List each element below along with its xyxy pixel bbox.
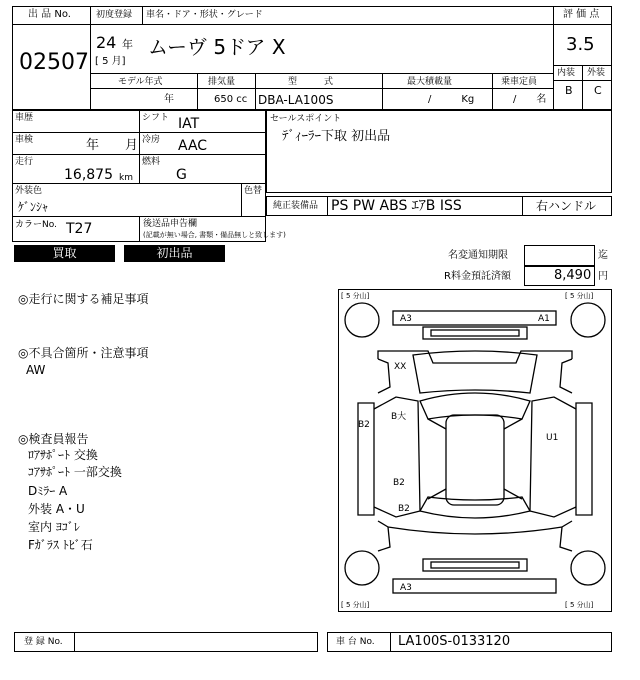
recycle-label: R料金預託済額: [444, 271, 511, 282]
exterior-label: 外装: [587, 68, 606, 78]
color-value: ｹﾞﾝｼｬ: [18, 200, 49, 214]
shift-label: シフト: [142, 113, 170, 123]
year-unit: 年: [122, 38, 133, 51]
mark-rear-bumper: A3: [400, 583, 412, 593]
color-label: 外装色: [15, 186, 43, 196]
color-no-value: T27: [66, 221, 93, 237]
tire-fr-circle: [571, 303, 605, 337]
mark-roof-rear: B2: [398, 504, 410, 514]
recycle-unit: 円: [598, 271, 608, 282]
defects-line: AW: [26, 363, 46, 377]
mark-front-bumper-right: A1: [538, 314, 550, 324]
interior-grade: B: [565, 84, 573, 97]
recycle-value: 8,490: [554, 268, 592, 283]
car-outline-diagram: [338, 289, 612, 612]
sales-point-value: ﾃﾞｨｰﾗｰ下取 初出品: [282, 129, 391, 144]
fuel-label: 燃料: [142, 157, 161, 167]
mark-left-front-door: B2: [358, 420, 370, 430]
lot-no: 02507: [19, 50, 89, 75]
equipment-value: PS PW ABS ｴｱB ISS: [331, 198, 462, 214]
car-name: ムーヴ 5ドア X: [148, 35, 286, 59]
car-name-label: 車名・ドア・形状・グレード: [146, 10, 263, 20]
score-label: 評 価 点: [563, 9, 600, 20]
inspection-label: 車検: [15, 135, 34, 145]
color-no-label: カラーNo.: [15, 220, 57, 230]
max-load-value: / Kg: [428, 94, 475, 105]
front-grille: [423, 327, 527, 339]
fuel-value: G: [176, 167, 187, 183]
first-reg-year: 24: [96, 33, 117, 52]
inspection-value: 年 月: [86, 138, 139, 153]
displacement-label: 排気量: [208, 77, 236, 87]
inspector-line: 室内 ﾖｺﾞﾚ: [28, 520, 80, 534]
inspector-line: Dﾐﾗｰ A: [28, 484, 68, 498]
type-value: DBA-LA100S: [258, 93, 334, 107]
mileage-unit: km: [119, 173, 133, 183]
first-reg-month: [ 5 月]: [95, 56, 126, 67]
tire-fl-circle: [345, 303, 379, 337]
ac-value: AAC: [178, 138, 208, 154]
inspector-header: ◎検査員報告: [18, 432, 89, 446]
equipment-label: 純正装備品: [273, 201, 319, 211]
sales-point-label: セールスポイント: [270, 114, 342, 124]
capacity-label: 乗車定員: [501, 77, 538, 87]
score-value: 3.5: [566, 34, 595, 55]
steering-value: 右ハンドル: [536, 199, 597, 213]
model-year-unit: 年: [164, 94, 174, 105]
tire-rear-right: [ 5 分山]: [565, 601, 594, 609]
model-year-label: モデル年式: [118, 77, 163, 87]
name-change-label: 名変通知期限: [448, 250, 508, 261]
defects-header: ◎不具合箇所・注意事項: [18, 346, 149, 360]
inspector-line: ﾛｱｻﾎﾟｰﾄ 交換: [28, 448, 98, 462]
tire-rl-circle: [345, 551, 379, 585]
rear-garnish: [423, 559, 527, 571]
first-reg-label: 初度登録: [96, 10, 133, 20]
later-reg-label: 後送品申告欄: [143, 219, 198, 229]
capacity-value: / 名: [513, 94, 547, 105]
mark-left-rear: B2: [393, 478, 405, 488]
displacement-value: 650 cc: [214, 94, 248, 105]
inspector-line: Fｶﾞﾗｽ ﾄﾋﾞ石: [28, 538, 93, 552]
shift-value: IAT: [178, 116, 200, 132]
mark-roof-front: B大: [391, 412, 407, 422]
name-change-unit: 迄: [598, 250, 608, 261]
mark-right-side: U1: [546, 433, 559, 443]
chassis-no: LA100S-0133120: [398, 634, 511, 649]
first-listing-badge: 初出品: [124, 245, 225, 262]
chassis-label: 車 台 No.: [336, 637, 375, 647]
exterior-grade: C: [594, 84, 602, 97]
max-load-label: 最大積載量: [407, 77, 453, 87]
inspector-line: ｺｱｻﾎﾟｰﾄ 一部交換: [28, 465, 122, 479]
reg-no-label: 登 録 No.: [24, 637, 63, 647]
later-reg-note: (記載が無い場合, 書類・備品無しと致します): [143, 231, 286, 239]
lot-no-label: 出 品 No.: [28, 9, 71, 20]
type-label: 型 式: [288, 77, 334, 87]
mileage-value: 16,875: [64, 167, 113, 183]
tire-rr-circle: [571, 551, 605, 585]
rear-bumper: [393, 579, 556, 593]
tire-front-left: [ 5 分山]: [341, 292, 370, 300]
name-change-field: [524, 245, 595, 266]
ac-label: 冷房: [142, 135, 161, 145]
roof: [446, 415, 504, 505]
tire-rear-left: [ 5 分山]: [341, 601, 370, 609]
interior-label: 内装: [557, 68, 576, 78]
front-bumper: [393, 311, 556, 325]
recolor-label: 色替: [244, 186, 263, 196]
history-label: 車歴: [15, 113, 34, 123]
mark-front-bumper-left: A3: [400, 314, 412, 324]
tire-front-right: [ 5 分山]: [565, 292, 594, 300]
buy-badge: 買取: [14, 245, 115, 262]
mileage-label: 走行: [15, 157, 34, 167]
inspector-line: 外装 A・U: [28, 502, 85, 516]
mark-hood: XX: [394, 362, 407, 372]
driving-notes-header: ◎走行に関する補足事項: [18, 292, 149, 306]
